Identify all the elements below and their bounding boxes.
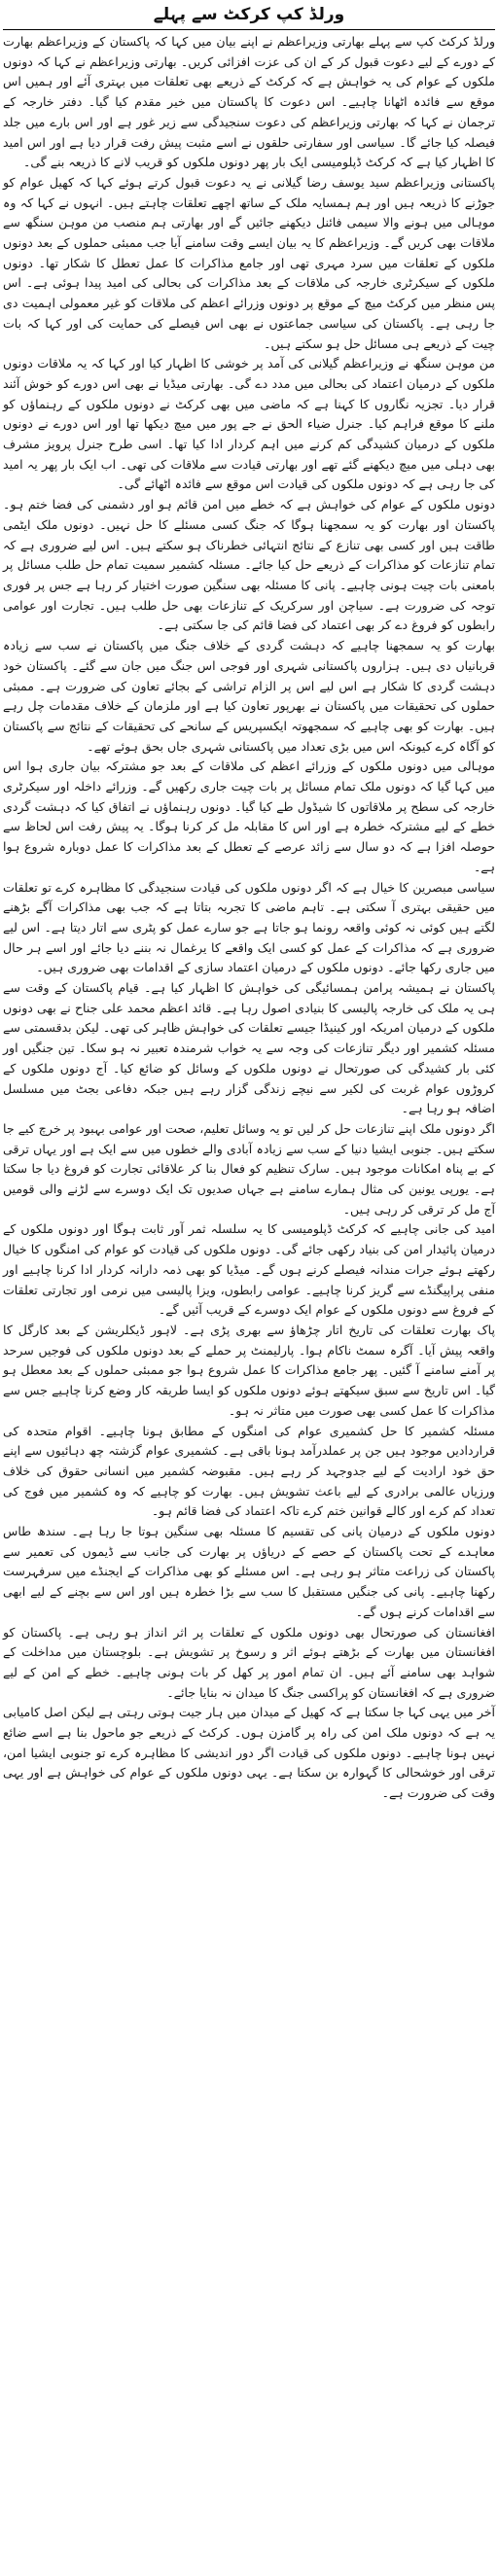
article-body bbox=[3, 30, 495, 1804]
article-paragraph: آخر میں یہی کہا جا سکتا ہے کہ کھیل کے میدان میں ہار جیت ہوتی رہتی ہے لیکن اصل کامیابی یہ ہے کہ دونوں ملک امن کی راہ پر گامزن ہوں۔ کرکٹ کے ذریعے جو ماحول بنا ہے اسے ضائع نہیں ہونا چاہیے۔ دونوں ملکوں کی قیادت اگر دور اندیشی کا مظاہرہ کرے تو جنوبی ایشیا امن، ترقی اور خوشحالی کا گہوارہ بن سکتا ہے۔ یہی دونوں ملکوں کے عوام کی خواہش ہے اور یہی وقت کی ضرورت ہے۔ bbox=[3, 1705, 495, 1801]
article-paragraph: پاکستانی وزیراعظم سید یوسف رضا گیلانی نے یہ دعوت قبول کرتے ہوئے کہا کہ کھیل عوام کو جوڑنے کا ذریعہ ہیں اور ہم ہمسایہ ملک کے ساتھ اچھے تعلقات چاہتے ہیں۔ انہوں نے کہا کہ وہ موہالی میں ہونے والا سیمی فائنل دیکھنے جائیں گے اور بھارتی ہم منصب من موہن سنگھ سے ملاقات بھی کریں گے۔ وزیراعظم کا یہ بیان ایسے وقت سامنے آیا جب ممبئی حملوں کے بعد دونوں ملکوں کے تعلقات میں سرد مہری تھی اور جامع مذاکرات کا عمل تعطل کا شکار تھا۔ دونوں ملکوں کے سیکرٹری خارجہ کی ملاقات کے بعد مذاکرات کی بحالی کی امید پیدا ہوئی ہے۔ اس پس منظر میں کرکٹ میچ کے موقع پر دونوں وزرائے اعظم کی ملاقات کو غیر معمولی اہمیت دی جا رہی ہے۔ پاکستان کی سیاسی جماعتوں نے بھی اس فیصلے کی حمایت کی اور کہا کہ بات چیت کے ذریعے ہی مسائل حل ہو سکتے ہیں۔ bbox=[3, 174, 495, 351]
article-paragraph: مسئلہ کشمیر کا حل کشمیری عوام کی امنگوں کے مطابق ہونا چاہیے۔ اقوام متحدہ کی قراردادیں موجود ہیں جن پر عملدرآمد ہونا باقی ہے۔ کشمیری عوام گزشتہ چھ دہائیوں سے اپنے حق خود ارادیت کے لیے جدوجہد کر رہے ہیں۔ مقبوضہ کشمیر میں انسانی حقوق کی خلاف ورزیاں عالمی برادری کے لیے باعث تشویش ہیں۔ بھارت کو چاہیے کہ وہ کشمیر میں فوج کی تعداد کم کرے اور کالے قوانین ختم کرے تاکہ اعتماد کی فضا قائم ہو۔ bbox=[3, 1423, 495, 1519]
article-paragraph: امید کی جانی چاہیے کہ کرکٹ ڈپلومیسی کا یہ سلسلہ ثمر آور ثابت ہوگا اور دونوں ملکوں کے درمیان پائیدار امن کی بنیاد رکھی جائے گی۔ دونوں ملکوں کی قیادت کو عوام کی امنگوں کا خیال رکھتے ہوئے جرات مندانہ فیصلے کرنے ہوں گے۔ میڈیا کو بھی ذمہ دارانہ کردار ادا کرنا چاہیے اور منفی پراپیگنڈے سے گریز کرنا چاہیے۔ عوامی رابطوں، ویزا پالیسی میں نرمی اور تجارتی تعلقات کے فروغ سے دونوں ملکوں کے عوام ایک دوسرے کے قریب آئیں گے۔ bbox=[3, 1221, 495, 1318]
article-headline: ورلڈ کپ کرکٹ سے پہلے bbox=[3, 4, 495, 30]
article-paragraph: اگر دونوں ملک اپنے تنازعات حل کر لیں تو یہ وسائل تعلیم، صحت اور عوامی بہبود پر خرچ کیے جا سکتے ہیں۔ جنوبی ایشیا دنیا کے سب سے زیادہ آبادی والے خطوں میں سے ایک ہے اور یہاں ترقی کے بے پناہ امکانات موجود ہیں۔ سارک تنظیم کو فعال بنا کر علاقائی تجارت کو فروغ دیا جا سکتا ہے۔ یورپی یونین کی مثال ہمارے سامنے ہے جہاں صدیوں تک ایک دوسرے سے لڑنے والی قومیں آج مل کر ترقی کر رہی ہیں۔ bbox=[3, 1120, 495, 1217]
article-paragraph: دونوں ملکوں کے درمیان پانی کی تقسیم کا مسئلہ بھی سنگین ہوتا جا رہا ہے۔ سندھ طاس معاہدے کے تحت پاکستان کے حصے کے دریاؤں پر بھارت کی جانب سے ڈیموں کی تعمیر سے پاکستان کی زراعت متاثر ہو رہی ہے۔ اس مسئلے کو بھی مذاکرات کے ایجنڈے میں سرفہرست رکھنا چاہیے۔ پانی کی جنگیں مستقبل کا سب سے بڑا خطرہ ہیں اور اس سے بچنے کے لیے ابھی سے اقدامات کرنے ہوں گے۔ bbox=[3, 1524, 495, 1619]
article-paragraph: من موہن سنگھ نے وزیراعظم گیلانی کی آمد پر خوشی کا اظہار کیا اور کہا کہ یہ ملاقات دونوں ملکوں کے درمیان اعتماد کی بحالی میں مدد دے گی۔ بھارتی میڈیا نے بھی اس دورے کو خوش آئند قرار دیا۔ تجزیہ نگاروں کا کہنا ہے کہ ماضی میں بھی کرکٹ نے دونوں ملکوں کے رہنماؤں کو ملنے کا موقع فراہم کیا۔ جنرل ضیاء الحق نے جے پور میں میچ دیکھا تھا اور اس دورے نے دونوں ملکوں کے درمیان کشیدگی کم کرنے میں اہم کردار ادا کیا تھا۔ اسی طرح جنرل پرویز مشرف بھی دہلی میں میچ دیکھنے گئے تھے اور بھارتی قیادت سے ملاقات کی تھی۔ اب ایک بار پھر یہ امید کی جا رہی ہے کہ دونوں ملکوں کی قیادت اس موقع سے فائدہ اٹھائے گی۔ bbox=[3, 356, 495, 492]
article-paragraph: دونوں ملکوں کے عوام کی خواہش ہے کہ خطے میں امن قائم ہو اور دشمنی کی فضا ختم ہو۔ پاکستان اور بھارت کو یہ سمجھنا ہوگا کہ جنگ کسی مسئلے کا حل نہیں۔ دونوں ملک ایٹمی طاقت ہیں اور کسی بھی تنازع کے نتائج انتہائی خطرناک ہو سکتے ہیں۔ اس لیے ضروری ہے کہ تمام تنازعات کو مذاکرات کے ذریعے حل کیا جائے۔ مسئلہ کشمیر سمیت تمام حل طلب مسائل پر بامعنی بات چیت ہونی چاہیے۔ پانی کا مسئلہ بھی سنگین صورت اختیار کر رہا ہے جس پر فوری توجہ کی ضرورت ہے۔ سیاچن اور سرکریک کے تنازعات بھی حل طلب ہیں۔ تجارت اور عوامی رابطوں کو فروغ دے کر بھی اعتماد کی فضا قائم کی جا سکتی ہے۔ bbox=[3, 497, 495, 633]
article-paragraph: بھارت کو یہ سمجھنا چاہیے کہ دہشت گردی کے خلاف جنگ میں پاکستان نے سب سے زیادہ قربانیاں دی ہیں۔ ہزاروں پاکستانی شہری اور فوجی اس جنگ میں جان سے گئے۔ پاکستان خود دہشت گردی کا شکار ہے اس لیے اس پر الزام تراشی کے بجائے تعاون کی ضرورت ہے۔ ممبئی حملوں کی تحقیقات میں پاکستان نے بھرپور تعاون کیا ہے اور ملزمان کے خلاف مقدمات چل رہے ہیں۔ بھارت کو بھی چاہیے کہ سمجھوتہ ایکسپریس کے سانحے کی تحقیقات کے نتائج سے پاکستان کو آگاہ کرے کیونکہ اس میں بڑی تعداد میں پاکستانی شہری جاں بحق ہوئے تھے۔ bbox=[3, 638, 495, 754]
article-paragraph: پاک بھارت تعلقات کی تاریخ اتار چڑھاؤ سے بھری پڑی ہے۔ لاہور ڈیکلریشن کے بعد کارگل کا واقعہ پیش آیا۔ آگرہ سمٹ ناکام ہوا۔ پارلیمنٹ پر حملے کے بعد دونوں ملکوں کی فوجیں سرحد پر آمنے سامنے آ گئیں۔ پھر جامع مذاکرات کا عمل شروع ہوا جو ممبئی حملوں کے بعد معطل ہو گیا۔ اس تاریخ سے سبق سیکھتے ہوئے دونوں ملکوں کو ایسا طریقہ کار وضع کرنا چاہیے جس سے مذاکرات کا عمل کسی بھی صورت میں متاثر نہ ہو۔ bbox=[3, 1323, 495, 1418]
article-paragraph: افغانستان کی صورتحال بھی دونوں ملکوں کے تعلقات پر اثر انداز ہو رہی ہے۔ پاکستان کو افغانستان میں بھارت کے بڑھتے ہوئے اثر و رسوخ پر تشویش ہے۔ بلوچستان میں مداخلت کے شواہد بھی سامنے آئے ہیں۔ ان تمام امور پر کھل کر بات ہونی چاہیے۔ خطے کے امن کے لیے ضروری ہے کہ افغانستان کو پراکسی جنگ کا میدان نہ بنایا جائے۔ bbox=[3, 1624, 495, 1700]
article-paragraph: پاکستان نے ہمیشہ پرامن ہمسائیگی کی خواہش کا اظہار کیا ہے۔ قیام پاکستان کے وقت سے ہی یہ ملک کی خارجہ پالیسی کا بنیادی اصول رہا ہے۔ قائد اعظم محمد علی جناح نے بھی دونوں ملکوں کے درمیان امریکہ اور کینیڈا جیسے تعلقات کی خواہش ظاہر کی تھی۔ لیکن بدقسمتی سے مسئلہ کشمیر اور دیگر تنازعات کی وجہ سے یہ خواب شرمندہ تعبیر نہ ہو سکا۔ تین جنگیں اور کئی بار کشیدگی کی صورتحال نے دونوں ملکوں کے وسائل کو ضائع کیا۔ آج دونوں ملکوں کے کروڑوں عوام غربت کی لکیر سے نیچے زندگی گزار رہے ہیں جبکہ دفاعی بجٹ میں مسلسل اضافہ ہو رہا ہے۔ bbox=[3, 980, 495, 1116]
article-paragraph: موہالی میں دونوں ملکوں کے وزرائے اعظم کی ملاقات کے بعد جو مشترکہ بیان جاری ہوا اس میں کہا گیا کہ دونوں ملک تمام مسائل پر بات چیت جاری رکھیں گے۔ وزرائے داخلہ اور سیکرٹری خارجہ کی سطح پر ملاقاتوں کا شیڈول طے کیا گیا۔ دونوں رہنماؤں نے اتفاق کیا کہ دہشت گردی خطے کے لیے مشترکہ خطرہ ہے اور اس کا مقابلہ مل کر کرنا ہوگا۔ یہ پیش رفت اس لحاظ سے حوصلہ افزا ہے کہ دو سال سے زائد عرصے کے تعطل کے بعد مذاکرات کا عمل دوبارہ شروع ہوا ہے۔ bbox=[3, 759, 495, 874]
article-paragraph: ورلڈ کرکٹ کپ سے پہلے بھارتی وزیراعظم نے اپنے بیان میں کہا کہ پاکستان کے وزیراعظم بھارت کے دورے کے لیے دعوت قبول کر کے ان کی عزت افزائی کریں۔ بھارتی وزیراعظم نے کہا کہ دونوں ملکوں کے عوام کی یہ خواہش ہے کہ کرکٹ کے ذریعے بھی تعلقات میں بہتری آئے اور ہمیں اس موقع سے فائدہ اٹھانا چاہیے۔ اس دعوت کا پاکستان میں خیر مقدم کیا گیا۔ دفتر خارجہ کے ترجمان نے کہا کہ بھارتی وزیراعظم کی دعوت سنجیدگی سے زیر غور ہے اور اس بارے میں جلد فیصلہ کیا جائے گا۔ سیاسی اور سفارتی حلقوں نے اسے مثبت پیش رفت قرار دیا ہے اور اس امید کا اظہار کیا ہے کہ کرکٹ ڈپلومیسی ایک بار پھر دونوں ملکوں کو قریب لانے کا ذریعہ بنے گی۔ bbox=[3, 34, 495, 170]
article-paragraph: سیاسی مبصرین کا خیال ہے کہ اگر دونوں ملکوں کی قیادت سنجیدگی کا مظاہرہ کرے تو تعلقات میں حقیقی بہتری آ سکتی ہے۔ تاہم ماضی کا تجربہ بتاتا ہے کہ جب بھی مذاکرات آگے بڑھنے لگتے ہیں کوئی نہ کوئی واقعہ رونما ہو جاتا ہے جو سارے عمل کو پٹری سے اتار دیتا ہے۔ اس لیے ضروری ہے کہ مذاکرات کے عمل کو کسی ایک واقعے کا یرغمال نہ بننے دیا جائے اور اسے ہر حال میں جاری رکھا جائے۔ دونوں ملکوں کے درمیان اعتماد سازی کے اقدامات بھی ضروری ہیں۔ bbox=[3, 879, 495, 975]
